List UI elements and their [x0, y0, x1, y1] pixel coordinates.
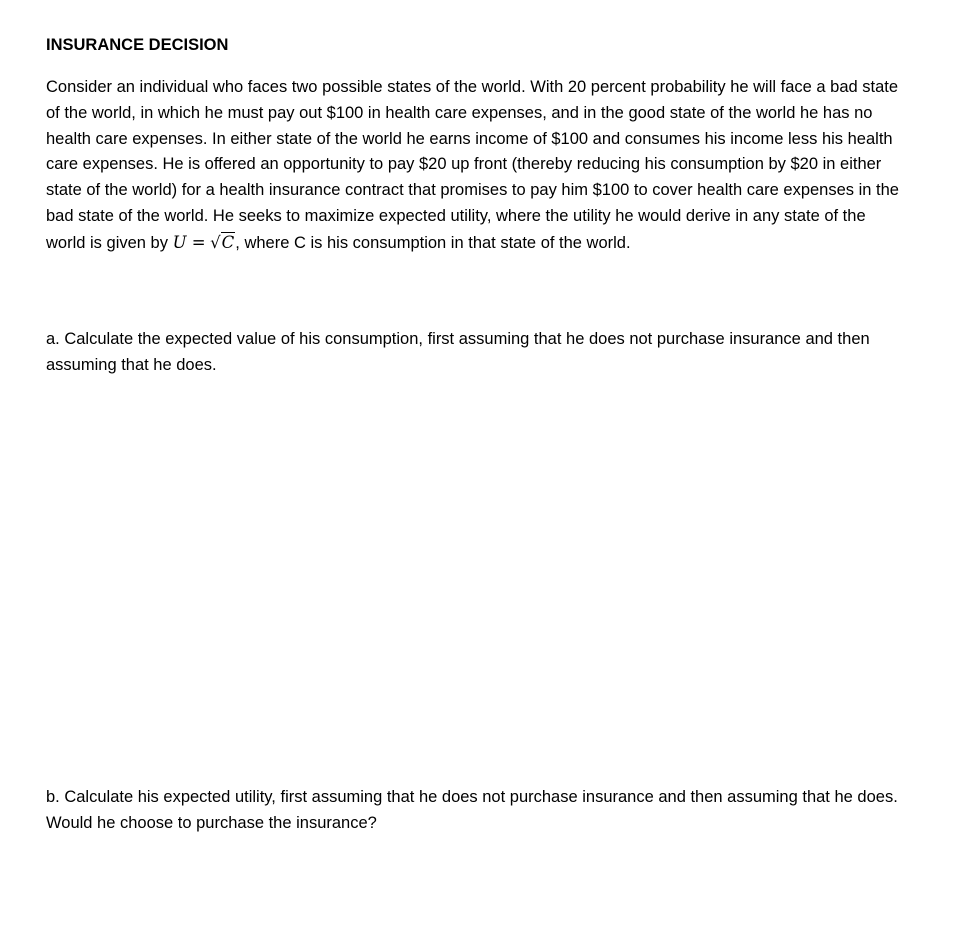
problem-statement-text: Consider an individual who faces two possible states of the world. With 20 percent probability he will face a bad state of the world, in which he must pay out $100 in health care expenses, and in the good state of the world he has no health care expenses. In either state of the world he earns income of $100 and consumes his income less his health care expenses. He is offered an opportunity to pay $20 up front (thereby reducing his consumption by $20 in either state of the world) for a health insurance contract that promises to pay him $100 to cover health care expenses in the bad state of the world. He seeks to maximize expected utility, where the utility he would derive in any state of the world is given by [46, 78, 899, 252]
question-b: b. Calculate his expected utility, first assuming that he does not purchase insurance and then assuming that he does. Would he choose to purchase the insurance? [46, 788, 898, 832]
document-title: INSURANCE DECISION [46, 36, 229, 54]
answer-space-b [46, 843, 926, 923]
question-a: a. Calculate the expected value of his consumption, first assuming that he does not purchase insurance and then assuming that he does. [46, 330, 870, 374]
problem-statement [46, 75, 906, 257]
sqrt-symbol: √ [210, 232, 221, 252]
problem-statement-tail: , where C is his consumption in that state of the world. [235, 233, 631, 252]
utility-formula-variable: C [221, 232, 235, 252]
answer-space-a [46, 385, 926, 775]
utility-formula-lhs: U = [172, 232, 206, 252]
